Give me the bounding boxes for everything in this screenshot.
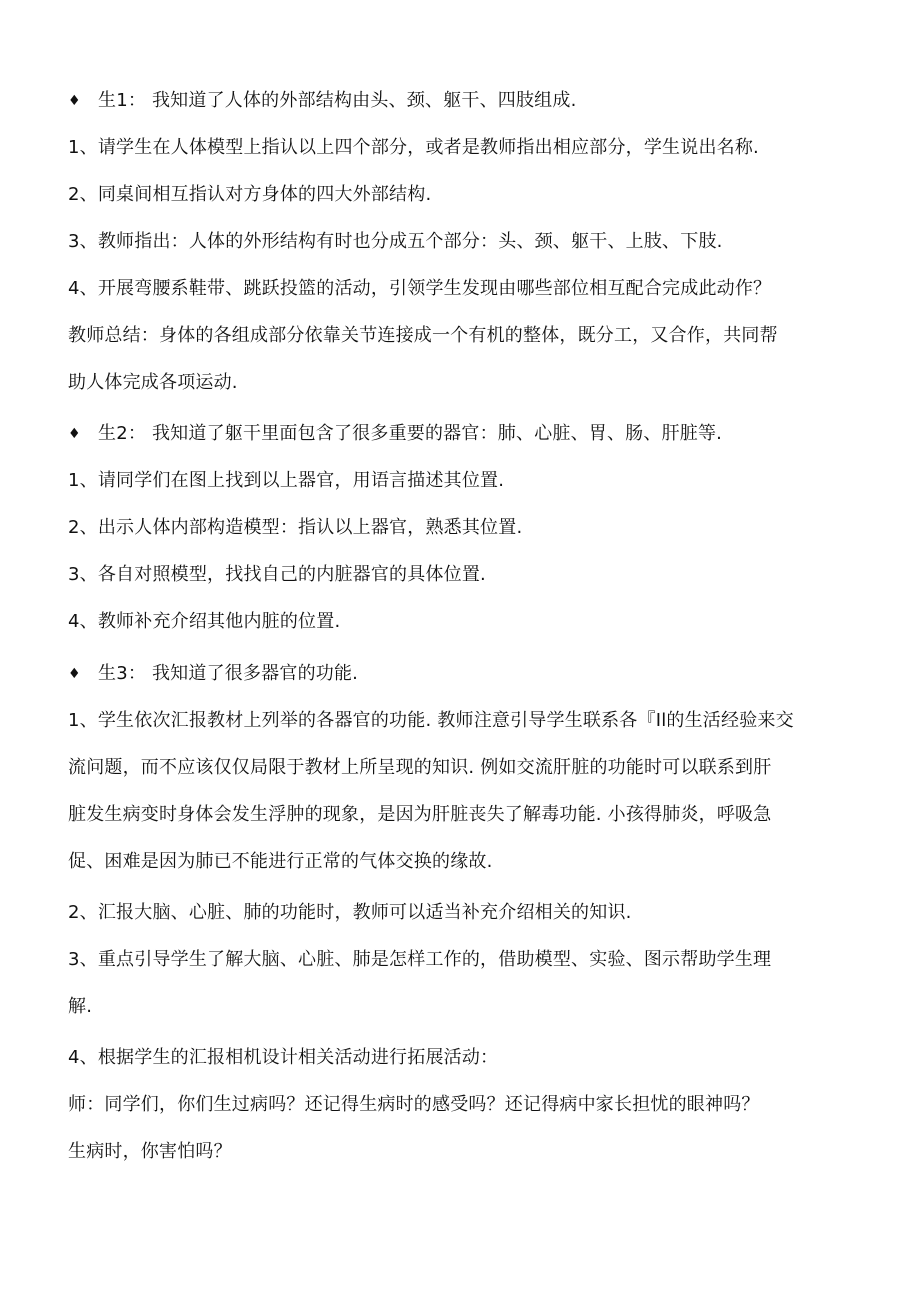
paragraph-line [68, 468, 858, 494]
line-text: 教师总结：身体的各组成部分依靠关节连接成一个有机的整体，既分工，又合作，共同帮 [68, 325, 778, 346]
line-text: 生病时，你害怕吗？ [68, 1141, 232, 1162]
paragraph-line [68, 900, 858, 926]
paragraph-line [68, 515, 858, 541]
line-text: 解. [68, 996, 93, 1017]
section-heading-line [68, 88, 858, 114]
diamond-bullet-icon: ♦ [68, 426, 81, 442]
line-text: 脏发生病变时身体会发生浮肿的现象，是因为肝脏丧失了解毒功能. 小孩得肺炎，呼吸急 [68, 804, 772, 825]
paragraph-line [68, 182, 858, 208]
section-heading-line [68, 661, 858, 687]
paragraph-line [68, 609, 858, 635]
paragraph-line [68, 755, 858, 781]
line-text: 4、教师补充介绍其他内脏的位置. [68, 611, 341, 632]
paragraph-line [68, 994, 858, 1020]
line-text: 助人体完成各项运动. [68, 372, 238, 393]
paragraph-line [68, 802, 858, 828]
line-text: 2、汇报大脑、心脏、肺的功能时，教师可以适当补充介绍相关的知识. [68, 902, 632, 923]
section-heading-line [68, 421, 858, 447]
paragraph-line [68, 708, 858, 734]
paragraph-line [68, 849, 858, 875]
paragraph-line [68, 229, 858, 255]
line-text: 生3： 我知道了很多器官的功能. [98, 663, 359, 684]
line-text: 流问题，而不应该仅仅局限于教材上所呈现的知识. 例如交流肝脏的功能时可以联系到肝 [68, 757, 772, 778]
paragraph-line [68, 323, 858, 349]
line-text: 4、根据学生的汇报相机设计相关活动进行拓展活动： [68, 1047, 499, 1068]
paragraph-line [68, 947, 858, 973]
line-text: 2、出示人体内部构造模型：指认以上器官，熟悉其位置. [68, 517, 523, 538]
line-text: 2、同桌间相互指认对方身体的四大外部结构. [68, 184, 432, 205]
line-text: 4、开展弯腰系鞋带、跳跃投篮的活动，引领学生发现由哪些部位相互配合完成此动作？ [68, 278, 772, 299]
line-text: 1、请同学们在图上找到以上器官，用语言描述其位置. [68, 470, 505, 491]
paragraph-line [68, 1139, 858, 1165]
paragraph-line [68, 562, 858, 588]
paragraph-line [68, 276, 858, 302]
line-text: 生2： 我知道了躯干里面包含了很多重要的器官：肺、心脏、胃、肠、肝脏等. [98, 423, 723, 444]
line-text: 1、请学生在人体模型上指认以上四个部分，或者是教师指出相应部分，学生说出名称. [68, 137, 759, 158]
line-text: 促、困难是因为肺已不能进行正常的气体交换的缘故. [68, 851, 493, 872]
paragraph-line [68, 370, 858, 396]
paragraph-line [68, 1045, 858, 1071]
line-text: 1、学生依次汇报教材上列举的各器官的功能. 教师注意引导学生联系各『Il的生活经验来交 [68, 710, 794, 731]
line-text: 3、重点引导学生了解大脑、心脏、肺是怎样工作的，借助模型、实验、图示帮助学生理 [68, 949, 772, 970]
line-text: 3、各自对照模型，找找自己的内脏器官的具体位置. [68, 564, 486, 585]
diamond-bullet-icon: ♦ [68, 666, 81, 682]
line-text: 3、教师指出：人体的外形结构有时也分成五个部分：头、颈、躯干、上肢、下肢. [68, 231, 723, 252]
paragraph-line [68, 1092, 858, 1118]
line-text: 生1： 我知道了人体的外部结构由头、颈、躯干、四肢组成. [98, 90, 577, 111]
line-text: 师：同学们，你们生过病吗？还记得生病时的感受吗？还记得病中家长担忧的眼神吗？ [68, 1094, 760, 1115]
paragraph-line [68, 135, 858, 161]
diamond-bullet-icon: ♦ [68, 93, 81, 109]
